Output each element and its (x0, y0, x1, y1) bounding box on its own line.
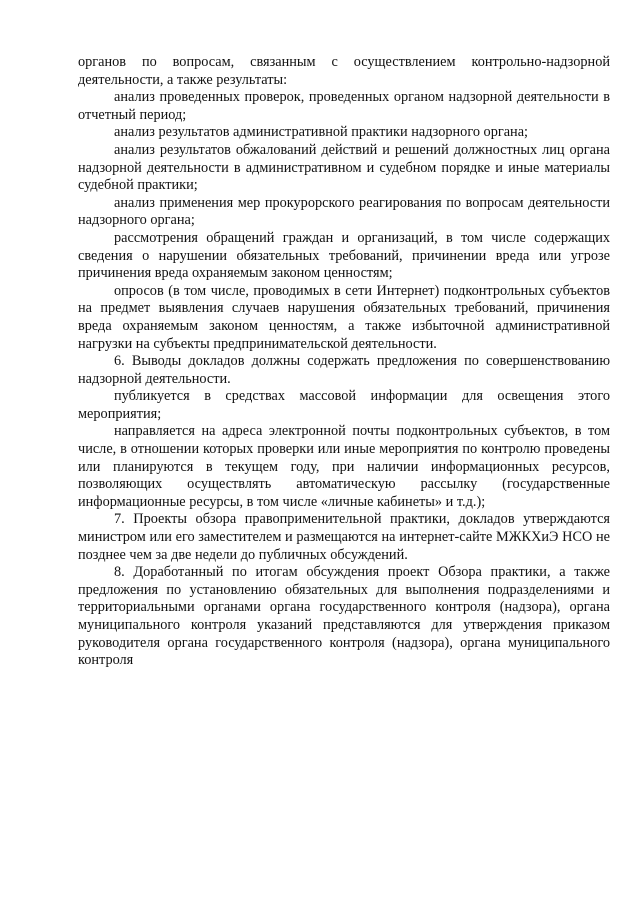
paragraph-item-7: 7. Проекты обзора правоприменительной практики, докладов утверждаются министром или его заместителем и размещаются на интернет-сайте МЖКХиЭ НСО не позднее чем за две недели до публичных обсуждений. (78, 511, 610, 563)
paragraph-prosecutor-measures: анализ применения мер прокурорского реагирования по вопросам деятельности надзорного органа; (78, 194, 610, 229)
paragraph-media-publication: публикуется в средствах массовой информации для освещения этого мероприятия; (78, 388, 610, 422)
paragraph-email-distribution: направляется на адреса электронной почты подконтрольных субъектов, в том числе, в отношении которых проверки или иные мероприятия по контролю проведены или планируются в текущем году, при наличии информационных ресурсов, позволяющих осуществлять автоматическую рассылку (государственные информационные ресурсы, в том числе «личные кабинеты» и т.д.); (78, 423, 610, 510)
document-body (78, 54, 610, 670)
paragraph-surveys: опросов (в том числе, проводимых в сети Интернет) подконтрольных субъектов на предмет выявления случаев нарушения обязательных требований, причинения вреда охраняемым законом ценностям, а также избыточной административной нагрузки на субъекты предпринимательской деятельности. (78, 282, 610, 352)
paragraph-inspections-analysis: анализ проведенных проверок, проведенных органом надзорной деятельности в отчетный период; (78, 89, 610, 123)
paragraph-appeals-analysis: анализ результатов обжалований действий и решений должностных лиц органа надзорной деятельности в административном и судебном порядке и иные материалы судебной практики; (78, 141, 610, 194)
paragraph-item-6: 6. Выводы докладов должны содержать предложения по совершенствованию надзорной деятельности. (78, 353, 610, 387)
paragraph-continuation: органов по вопросам, связанным с осуществлением контрольно-надзорной деятельности, а также результаты: (78, 54, 610, 88)
paragraph-citizen-appeals: рассмотрения обращений граждан и организаций, в том числе содержащих сведения о нарушении обязательных требований, причинении вреда или угрозе причинения вреда охраняемым законом ценностям; (78, 229, 610, 282)
paragraph-item-8: 8. Доработанный по итогам обсуждения проект Обзора практики, а также предложения по установлению обязательных для выполнения подразделениями и территориальными органами органа государственного контроля (надзора), органа муниципального контроля указаний представляются для утверждения приказом руководителя органа государственного контроля (надзора), органа муниципального контроля (78, 564, 610, 669)
paragraph-administrative-practice: анализ результатов административной практики надзорного органа; (114, 124, 529, 141)
